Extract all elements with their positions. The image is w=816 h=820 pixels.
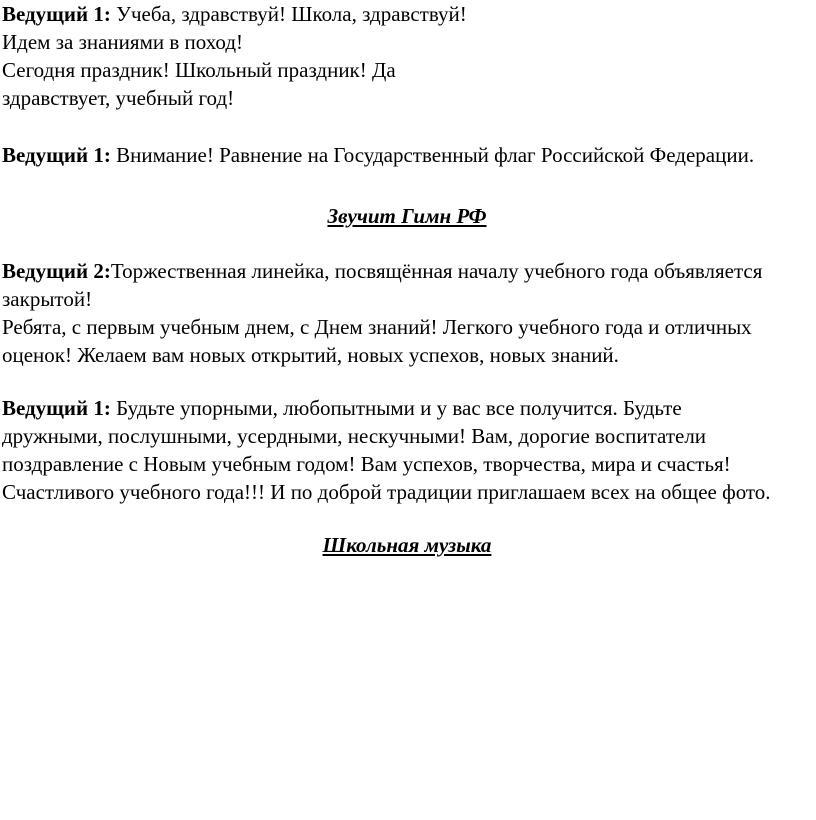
paragraph-3-line-4: оценок! Желаем вам новых открытий, новых успехов, новых знаний. <box>2 343 619 367</box>
paragraph-4-line-1 <box>2 394 682 422</box>
paragraph-4-line-3: поздравление с Новым учебным годом! Вам успехов, творчества, мира и счастья! <box>2 452 731 476</box>
paragraph-1-line-3: Сегодня праздник! Школьный праздник! Да <box>2 58 396 82</box>
paragraph-text: Внимание! Равнение на Государственный флаг Российской Федерации. <box>110 143 755 167</box>
paragraph-text: Будьте упорными, любопытными и у вас все получится. Будьте <box>110 396 682 420</box>
paragraph-3-line-1 <box>2 257 762 285</box>
speaker-label: Ведущий 2: <box>2 259 111 283</box>
paragraph-4-line-4: Счастливого учебного года!!! И по доброй традиции приглашаем всех на общее фото. <box>2 480 771 504</box>
paragraph-2 <box>2 141 754 169</box>
paragraph-text: Учеба, здравствуй! Школа, здравствуй! <box>110 2 467 26</box>
speaker-label: Ведущий 1: <box>2 2 111 26</box>
paragraph-4-line-2: дружными, послушными, усердными, нескучными! Вам, дорогие воспитатели <box>2 424 707 448</box>
paragraph-3-line-2: закрытой! <box>2 287 93 311</box>
paragraph-text: Торжественная линейка, посвящённая началу учебного года объявляется <box>110 259 763 283</box>
paragraph-1-line-2: Идем за знаниями в поход! <box>2 30 243 54</box>
speaker-label: Ведущий 1: <box>2 396 111 420</box>
section-heading-school-music: Школьная музыка <box>322 533 492 557</box>
section-heading-anthem: Звучит Гимн РФ <box>327 204 487 228</box>
speaker-label: Ведущий 1: <box>2 143 111 167</box>
paragraph-3-line-3: Ребята, с первым учебным днем, с Днем знаний! Легкого учебного года и отличных <box>2 315 752 339</box>
paragraph-1-line-4: здравствует, учебный год! <box>2 86 235 110</box>
paragraph-1-line-1 <box>2 0 467 28</box>
